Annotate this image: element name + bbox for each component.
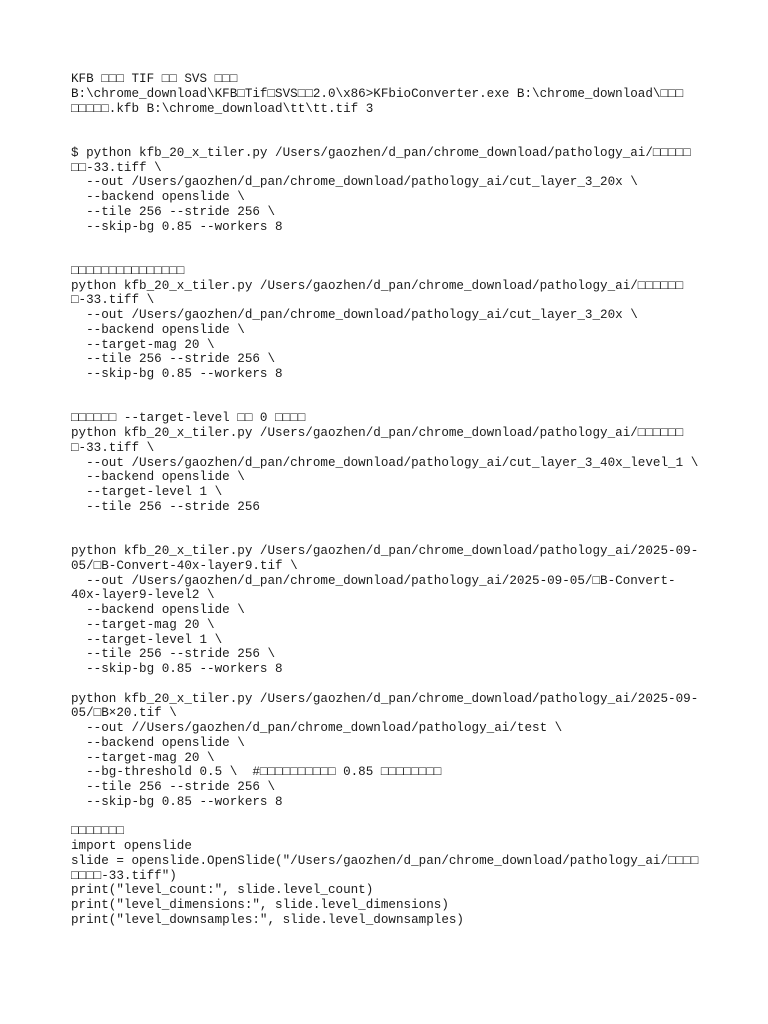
- blank-line: [71, 515, 711, 530]
- text-line: --out //Users/gaozhen/d_pan/chrome_download/pathology_ai/test \: [71, 721, 563, 735]
- text-line: □□□□□□□□□□□□□□□: [71, 263, 185, 278]
- text-line: □□□□□□□: [71, 824, 124, 839]
- text-line: --backend openslide \: [71, 190, 245, 204]
- text-line: --tile 256 --stride 256 \: [71, 780, 276, 794]
- blank-line: [71, 131, 711, 146]
- blank-line: [71, 529, 711, 544]
- text-line: --out /Users/gaozhen/d_pan/chrome_download/pathology_ai/2025-09-05/□B-Convert-: [71, 573, 676, 588]
- text-line: □□□□□□ --target-level □□ 0 □□□□: [71, 411, 306, 426]
- text-line: --skip-bg 0.85 --workers 8: [71, 367, 283, 381]
- text-line: 40x-layer9-level2 \: [71, 588, 215, 603]
- text-line: --tile 256 --stride 256 \: [71, 647, 276, 662]
- text-line: --skip-bg 0.85 --workers 8: [71, 219, 283, 234]
- text-line: --backend openslide \: [71, 735, 245, 750]
- text-line: --skip-bg 0.85 --workers 8: [71, 794, 283, 809]
- text-line: □□□□-33.tiff"): [71, 868, 177, 883]
- text-line: 05/□B×20.tif \: [71, 706, 177, 721]
- text-line: □□□□□.kfb B:\chrome_download\tt\tt.tif 3: [71, 101, 374, 116]
- text-line: □□-33.tiff \: [71, 160, 162, 175]
- blank-line: [71, 677, 711, 692]
- text-line: print("level_count:", slide.level_count): [71, 883, 374, 898]
- text-line: B:\chrome_download\KFB□Tif□SVS□□2.0\x86>KFbioConverter.exe B:\chrome_download\□□□: [71, 86, 684, 101]
- text-line: --backend openslide \: [71, 603, 245, 617]
- text-line: import openslide: [71, 839, 192, 853]
- blank-line: [71, 249, 711, 264]
- text-line: --tile 256 --stride 256 \: [71, 352, 276, 367]
- text-line: print("level_dimensions:", slide.level_dimensions): [71, 898, 449, 912]
- text-line: --tile 256 --stride 256: [71, 499, 260, 514]
- text-line: KFB □□□ TIF □□ SVS □□□: [71, 72, 238, 86]
- text-line: --backend openslide \: [71, 470, 245, 485]
- text-line: python kfb_20_x_tiler.py /Users/gaozhen/d_pan/chrome_download/pathology_ai/□□□□□□: [71, 278, 684, 293]
- text-line: 05/□B-Convert-40x-layer9.tif \: [71, 558, 298, 573]
- text-line: □-33.tiff \: [71, 293, 155, 308]
- blank-line: [71, 810, 711, 825]
- text-line: --out /Users/gaozhen/d_pan/chrome_download/pathology_ai/cut_layer_3_40x_level_1 \: [71, 455, 699, 470]
- text-line: --skip-bg 0.85 --workers 8: [71, 662, 283, 676]
- text-line: --target-mag 20 \: [71, 750, 215, 765]
- text-line: --tile 256 --stride 256 \: [71, 204, 276, 219]
- text-line: slide = openslide.OpenSlide("/Users/gaozhen/d_pan/chrome_download/pathology_ai/□□□□: [71, 853, 699, 868]
- text-line: python kfb_20_x_tiler.py /Users/gaozhen/d_pan/chrome_download/pathology_ai/2025-09-: [71, 544, 699, 558]
- blank-line: [71, 382, 711, 397]
- text-line: python kfb_20_x_tiler.py /Users/gaozhen/d_pan/chrome_download/pathology_ai/□□□□□□: [71, 426, 684, 440]
- text-line: print("level_downsamples:", slide.level_downsamples): [71, 912, 464, 927]
- text-line: python kfb_20_x_tiler.py /Users/gaozhen/d_pan/chrome_download/pathology_ai/2025-09-: [71, 691, 699, 706]
- text-line: --out /Users/gaozhen/d_pan/chrome_download/pathology_ai/cut_layer_3_20x \: [71, 175, 638, 190]
- text-line: --backend openslide \: [71, 322, 245, 337]
- text-line: --target-level 1 \: [71, 485, 223, 499]
- blank-line: [71, 397, 711, 412]
- document-page: [71, 72, 711, 928]
- text-line: □-33.tiff \: [71, 440, 155, 455]
- text-line: --bg-threshold 0.5 \ #□□□□□□□□□□ 0.85 □□□□□□□□: [71, 765, 442, 780]
- text-line: --target-mag 20 \: [71, 337, 215, 352]
- text-line: $ python kfb_20_x_tiler.py /Users/gaozhen/d_pan/chrome_download/pathology_ai/□□□□□: [71, 145, 691, 160]
- blank-line: [71, 116, 711, 131]
- blank-line: [71, 234, 711, 249]
- text-line: --out /Users/gaozhen/d_pan/chrome_download/pathology_ai/cut_layer_3_20x \: [71, 308, 638, 322]
- text-line: --target-mag 20 \: [71, 617, 215, 632]
- text-line: --target-level 1 \: [71, 632, 223, 647]
